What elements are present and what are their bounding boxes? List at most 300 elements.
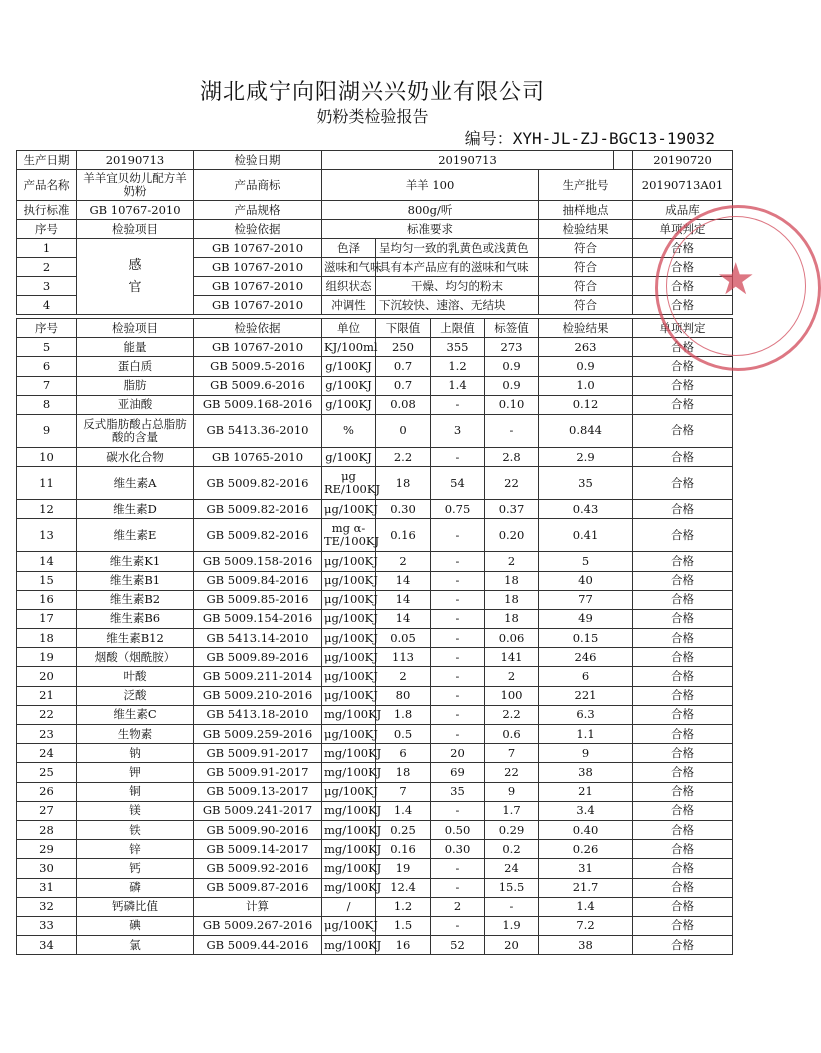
verdict-cell: 合格	[633, 239, 733, 258]
verdict-cell: 合格	[633, 936, 733, 955]
table-row	[17, 376, 733, 395]
upper-limit-cell: -	[431, 609, 485, 628]
row-number: 14	[17, 552, 77, 571]
header-cell: 标签值	[485, 319, 539, 338]
company-name: 湖北咸宁向阳湖兴兴奶业有限公司	[199, 80, 545, 105]
row-number: 17	[17, 609, 77, 628]
item-cell: 维生素B6	[77, 609, 194, 628]
basis-cell: GB 5413.36-2010	[194, 414, 322, 447]
verdict-cell: 合格	[633, 629, 733, 648]
table-row	[17, 414, 733, 447]
item-cell: 维生素D	[77, 500, 194, 519]
table-row	[17, 744, 733, 763]
value-cell: 20190713	[322, 151, 614, 170]
basis-cell: GB 5009.92-2016	[194, 859, 322, 878]
label-value-cell: 2	[485, 667, 539, 686]
table-row	[17, 801, 733, 820]
verdict-cell: 合格	[633, 571, 733, 590]
verdict-cell: 合格	[633, 376, 733, 395]
unit-cell: mg/100KJ	[322, 878, 376, 897]
row-number: 13	[17, 519, 77, 552]
item-cell: 钠	[77, 744, 194, 763]
table-row	[17, 878, 733, 897]
basis-cell: GB 10767-2010	[194, 277, 322, 296]
table-row	[17, 705, 733, 724]
item-cell: 泛酸	[77, 686, 194, 705]
requirement-cell: 干燥、均匀的粉末	[376, 277, 539, 296]
verdict-cell: 合格	[633, 500, 733, 519]
header-cell: 单项判定	[633, 319, 733, 338]
verdict-cell: 合格	[633, 705, 733, 724]
unit-cell: μg/100KJ	[322, 648, 376, 667]
unit-cell: μg/100KJ	[322, 571, 376, 590]
item-cell: 组织状态	[322, 277, 376, 296]
unit-cell: mg/100KJ	[322, 840, 376, 859]
lower-limit-cell: 14	[376, 571, 431, 590]
lower-limit-cell: 0.08	[376, 395, 431, 414]
item-cell: 铜	[77, 782, 194, 801]
verdict-cell: 合格	[633, 725, 733, 744]
row-number: 25	[17, 763, 77, 782]
upper-limit-cell: -	[431, 395, 485, 414]
lower-limit-cell: 19	[376, 859, 431, 878]
basis-cell: GB 5009.85-2016	[194, 590, 322, 609]
result-cell: 0.9	[539, 357, 633, 376]
table-row	[17, 686, 733, 705]
lower-limit-cell: 1.2	[376, 897, 431, 916]
table-row	[17, 467, 733, 500]
label-value-cell: 24	[485, 859, 539, 878]
value-cell: 20190720	[633, 151, 733, 170]
result-cell: 6	[539, 667, 633, 686]
upper-limit-cell: -	[431, 686, 485, 705]
result-cell: 246	[539, 648, 633, 667]
row-number: 10	[17, 447, 77, 466]
table-row	[17, 395, 733, 414]
result-cell: 1.0	[539, 376, 633, 395]
item-cell: 冲调性	[322, 296, 376, 315]
label-value-cell: 1.7	[485, 801, 539, 820]
unit-cell: mg/100KJ	[322, 705, 376, 724]
table-row	[17, 338, 733, 357]
table-row	[17, 725, 733, 744]
table-row	[17, 552, 733, 571]
lower-limit-cell: 18	[376, 467, 431, 500]
unit-cell: mg/100KJ	[322, 859, 376, 878]
table-row	[17, 648, 733, 667]
item-cell: 色泽	[322, 239, 376, 258]
lower-limit-cell: 0.7	[376, 357, 431, 376]
lower-limit-cell: 250	[376, 338, 431, 357]
header-cell: 检验依据	[194, 220, 322, 239]
unit-cell: μg RE/100KJ	[322, 467, 376, 500]
row-number: 3	[17, 277, 77, 296]
basis-cell: GB 5413.18-2010	[194, 705, 322, 724]
value-cell: 20190713A01	[633, 170, 733, 201]
lower-limit-cell: 2	[376, 552, 431, 571]
header-cell: 下限值	[376, 319, 431, 338]
label-value-cell: 2.8	[485, 447, 539, 466]
row-number: 12	[17, 500, 77, 519]
info-row	[17, 201, 733, 220]
spacer-cell	[614, 151, 633, 170]
label-cell: 产品商标	[194, 170, 322, 201]
upper-limit-cell: -	[431, 519, 485, 552]
item-cell: 锌	[77, 840, 194, 859]
lower-limit-cell: 0.30	[376, 500, 431, 519]
info-row	[17, 170, 733, 201]
requirement-cell: 下沉较快、速溶、无结块	[376, 296, 539, 315]
basis-cell: GB 5009.5-2016	[194, 357, 322, 376]
result-cell: 0.15	[539, 629, 633, 648]
value-cell: GB 10767-2010	[77, 201, 194, 220]
upper-limit-cell: 35	[431, 782, 485, 801]
upper-limit-cell: 54	[431, 467, 485, 500]
upper-limit-cell: -	[431, 590, 485, 609]
unit-cell: μg/100KJ	[322, 686, 376, 705]
row-number: 26	[17, 782, 77, 801]
upper-limit-cell: 1.2	[431, 357, 485, 376]
result-cell: 0.26	[539, 840, 633, 859]
upper-limit-cell: 0.30	[431, 840, 485, 859]
basis-cell: GB 5009.91-2017	[194, 763, 322, 782]
row-number: 4	[17, 296, 77, 315]
upper-limit-cell: 355	[431, 338, 485, 357]
result-cell: 符合	[539, 258, 633, 277]
upper-limit-cell: 2	[431, 897, 485, 916]
upper-limit-cell: 3	[431, 414, 485, 447]
unit-cell: g/100KJ	[322, 357, 376, 376]
item-cell: 维生素K1	[77, 552, 194, 571]
verdict-cell: 合格	[633, 258, 733, 277]
sensory-header-row	[17, 220, 733, 239]
label-cell: 产品规格	[194, 201, 322, 220]
verdict-cell: 合格	[633, 552, 733, 571]
basis-cell: GB 5009.267-2016	[194, 916, 322, 935]
item-cell: 烟酸（烟酰胺）	[77, 648, 194, 667]
row-number: 19	[17, 648, 77, 667]
table-row	[17, 629, 733, 648]
row-number: 8	[17, 395, 77, 414]
item-cell: 维生素B1	[77, 571, 194, 590]
result-cell: 221	[539, 686, 633, 705]
table-row	[17, 667, 733, 686]
report-number: 编号：XYH-JL-ZJ-BGC13-19032	[464, 129, 715, 148]
requirement-cell: 具有本产品应有的滋味和气味	[376, 258, 539, 277]
header-cell: 检验项目	[77, 220, 194, 239]
lower-limit-cell: 0.5	[376, 725, 431, 744]
basis-cell: GB 5009.6-2016	[194, 376, 322, 395]
basis-cell: GB 5009.82-2016	[194, 519, 322, 552]
verdict-cell: 合格	[633, 395, 733, 414]
result-cell: 21.7	[539, 878, 633, 897]
result-cell: 2.9	[539, 447, 633, 466]
row-number: 29	[17, 840, 77, 859]
basis-cell: GB 5009.89-2016	[194, 648, 322, 667]
table-row	[17, 897, 733, 916]
basis-cell: GB 5009.158-2016	[194, 552, 322, 571]
result-cell: 263	[539, 338, 633, 357]
header-cell: 检验结果	[539, 319, 633, 338]
result-cell: 0.844	[539, 414, 633, 447]
result-cell: 3.4	[539, 801, 633, 820]
result-cell: 6.3	[539, 705, 633, 724]
unit-cell: μg/100KJ	[322, 609, 376, 628]
item-cell: 碳水化合物	[77, 447, 194, 466]
basis-cell: GB 10767-2010	[194, 338, 322, 357]
unit-cell: mg/100KJ	[322, 936, 376, 955]
label-value-cell: 2	[485, 552, 539, 571]
row-number: 30	[17, 859, 77, 878]
lower-limit-cell: 0	[376, 414, 431, 447]
row-number: 5	[17, 338, 77, 357]
basis-cell: GB 5009.13-2017	[194, 782, 322, 801]
basis-cell: GB 5009.82-2016	[194, 500, 322, 519]
upper-limit-cell: 20	[431, 744, 485, 763]
verdict-cell: 合格	[633, 820, 733, 839]
table-row	[17, 859, 733, 878]
basis-cell: GB 5009.210-2016	[194, 686, 322, 705]
verdict-cell: 合格	[633, 801, 733, 820]
result-cell: 5	[539, 552, 633, 571]
basis-cell: GB 5009.241-2017	[194, 801, 322, 820]
label-value-cell: 0.2	[485, 840, 539, 859]
physchem-body	[17, 338, 733, 955]
label-value-cell: 100	[485, 686, 539, 705]
label-value-cell: -	[485, 897, 539, 916]
table-row	[17, 590, 733, 609]
row-number: 9	[17, 414, 77, 447]
basis-cell: GB 10765-2010	[194, 447, 322, 466]
basis-cell: GB 5009.168-2016	[194, 395, 322, 414]
row-number: 27	[17, 801, 77, 820]
label-value-cell: 7	[485, 744, 539, 763]
result-cell: 9	[539, 744, 633, 763]
label-value-cell: 0.10	[485, 395, 539, 414]
unit-cell: g/100KJ	[322, 447, 376, 466]
physchem-header-row	[17, 319, 733, 338]
result-cell: 1.4	[539, 897, 633, 916]
row-number: 33	[17, 916, 77, 935]
basis-cell: GB 5009.14-2017	[194, 840, 322, 859]
lower-limit-cell: 0.05	[376, 629, 431, 648]
result-cell: 0.40	[539, 820, 633, 839]
physchem-table	[16, 318, 733, 955]
item-cell: 氯	[77, 936, 194, 955]
verdict-cell: 合格	[633, 667, 733, 686]
row-number: 1	[17, 239, 77, 258]
label-value-cell: 22	[485, 467, 539, 500]
verdict-cell: 合格	[633, 590, 733, 609]
label-value-cell: 18	[485, 609, 539, 628]
label-value-cell: 18	[485, 590, 539, 609]
verdict-cell: 合格	[633, 916, 733, 935]
sensory-category: 感 官	[77, 239, 194, 315]
unit-cell: μg/100KJ	[322, 629, 376, 648]
upper-limit-cell: -	[431, 552, 485, 571]
label-value-cell: 0.20	[485, 519, 539, 552]
label-value-cell: 0.9	[485, 357, 539, 376]
verdict-cell: 合格	[633, 357, 733, 376]
lower-limit-cell: 7	[376, 782, 431, 801]
verdict-cell: 合格	[633, 296, 733, 315]
basis-cell: 计算	[194, 897, 322, 916]
row-number: 20	[17, 667, 77, 686]
upper-limit-cell: -	[431, 801, 485, 820]
basis-cell: GB 5009.82-2016	[194, 467, 322, 500]
label-value-cell: 141	[485, 648, 539, 667]
requirement-cell: 呈均匀一致的乳黄色或浅黄色	[376, 239, 539, 258]
item-cell: 维生素B2	[77, 590, 194, 609]
basis-cell: GB 10767-2010	[194, 296, 322, 315]
unit-cell: g/100KJ	[322, 395, 376, 414]
label-value-cell: 0.06	[485, 629, 539, 648]
lower-limit-cell: 14	[376, 609, 431, 628]
header-cell: 序号	[17, 319, 77, 338]
label-value-cell: 20	[485, 936, 539, 955]
table-row	[17, 763, 733, 782]
verdict-cell: 合格	[633, 878, 733, 897]
table-row	[17, 916, 733, 935]
verdict-cell: 合格	[633, 840, 733, 859]
lower-limit-cell: 2	[376, 667, 431, 686]
row-number: 18	[17, 629, 77, 648]
item-cell: 生物素	[77, 725, 194, 744]
row-number: 11	[17, 467, 77, 500]
unit-cell: μg/100KJ	[322, 552, 376, 571]
upper-limit-cell: -	[431, 916, 485, 935]
upper-limit-cell: -	[431, 667, 485, 686]
lower-limit-cell: 0.16	[376, 519, 431, 552]
item-cell: 维生素A	[77, 467, 194, 500]
lower-limit-cell: 18	[376, 763, 431, 782]
result-cell: 0.43	[539, 500, 633, 519]
lower-limit-cell: 1.5	[376, 916, 431, 935]
table-row	[17, 936, 733, 955]
lower-limit-cell: 12.4	[376, 878, 431, 897]
lower-limit-cell: 14	[376, 590, 431, 609]
table-row	[17, 782, 733, 801]
upper-limit-cell: -	[431, 629, 485, 648]
verdict-cell: 合格	[633, 414, 733, 447]
header-cell: 标准要求	[322, 220, 539, 239]
label-value-cell: 15.5	[485, 878, 539, 897]
result-cell: 0.12	[539, 395, 633, 414]
label-value-cell: 9	[485, 782, 539, 801]
report-title: 奶粉类检验报告	[316, 107, 429, 126]
upper-limit-cell: -	[431, 725, 485, 744]
result-cell: 21	[539, 782, 633, 801]
result-cell: 7.2	[539, 916, 633, 935]
unit-cell: μg/100KJ	[322, 725, 376, 744]
basis-cell: GB 5009.84-2016	[194, 571, 322, 590]
result-cell: 1.1	[539, 725, 633, 744]
verdict-cell: 合格	[633, 467, 733, 500]
item-cell: 磷	[77, 878, 194, 897]
item-cell: 钙磷比值	[77, 897, 194, 916]
verdict-cell: 合格	[633, 519, 733, 552]
result-cell: 35	[539, 467, 633, 500]
row-number: 32	[17, 897, 77, 916]
table-row	[17, 519, 733, 552]
upper-limit-cell: 69	[431, 763, 485, 782]
lower-limit-cell: 1.4	[376, 801, 431, 820]
item-cell: 维生素E	[77, 519, 194, 552]
unit-cell: mg/100KJ	[322, 801, 376, 820]
result-cell: 符合	[539, 296, 633, 315]
unit-cell: mg/100KJ	[322, 820, 376, 839]
header-cell: 检验项目	[77, 319, 194, 338]
label-value-cell: 18	[485, 571, 539, 590]
sensory-row	[17, 239, 733, 258]
result-cell: 38	[539, 936, 633, 955]
label-cell: 检验日期	[194, 151, 322, 170]
header-cell: 单位	[322, 319, 376, 338]
verdict-cell: 合格	[633, 648, 733, 667]
basis-cell: GB 10767-2010	[194, 239, 322, 258]
lower-limit-cell: 80	[376, 686, 431, 705]
label-cell: 生产日期	[17, 151, 77, 170]
item-cell: 镁	[77, 801, 194, 820]
upper-limit-cell: -	[431, 571, 485, 590]
basis-cell: GB 5009.154-2016	[194, 609, 322, 628]
label-value-cell: 2.2	[485, 705, 539, 724]
value-cell: 成品库	[633, 201, 733, 220]
value-cell: 20190713	[77, 151, 194, 170]
unit-cell: /	[322, 897, 376, 916]
basis-cell: GB 5413.14-2010	[194, 629, 322, 648]
unit-cell: μg/100KJ	[322, 590, 376, 609]
verdict-cell: 合格	[633, 763, 733, 782]
table-row	[17, 840, 733, 859]
table-row	[17, 447, 733, 466]
result-cell: 77	[539, 590, 633, 609]
basis-cell: GB 5009.90-2016	[194, 820, 322, 839]
upper-limit-cell: -	[431, 859, 485, 878]
verdict-cell: 合格	[633, 897, 733, 916]
item-cell: 蛋白质	[77, 357, 194, 376]
unit-cell: KJ/100ml	[322, 338, 376, 357]
upper-limit-cell: -	[431, 705, 485, 724]
upper-limit-cell: 0.50	[431, 820, 485, 839]
label-value-cell: -	[485, 414, 539, 447]
row-number: 21	[17, 686, 77, 705]
lower-limit-cell: 1.8	[376, 705, 431, 724]
table-row	[17, 357, 733, 376]
item-cell: 钾	[77, 763, 194, 782]
result-cell: 符合	[539, 239, 633, 258]
item-cell: 叶酸	[77, 667, 194, 686]
row-number: 7	[17, 376, 77, 395]
unit-cell: mg/100KJ	[322, 744, 376, 763]
label-value-cell: 0.37	[485, 500, 539, 519]
star-icon: ★	[716, 254, 756, 305]
item-cell: 能量	[77, 338, 194, 357]
lower-limit-cell: 113	[376, 648, 431, 667]
basis-cell: GB 5009.259-2016	[194, 725, 322, 744]
row-number: 2	[17, 258, 77, 277]
header-cell: 序号	[17, 220, 77, 239]
unit-cell: mg/100KJ	[322, 763, 376, 782]
upper-limit-cell: -	[431, 648, 485, 667]
verdict-cell: 合格	[633, 859, 733, 878]
header-cell: 单项判定	[633, 220, 733, 239]
item-cell: 脂肪	[77, 376, 194, 395]
unit-cell: %	[322, 414, 376, 447]
value-cell: 800g/听	[322, 201, 539, 220]
value-cell: 羊羊宜贝幼儿配方羊奶粉	[77, 170, 194, 201]
basis-cell: GB 5009.87-2016	[194, 878, 322, 897]
